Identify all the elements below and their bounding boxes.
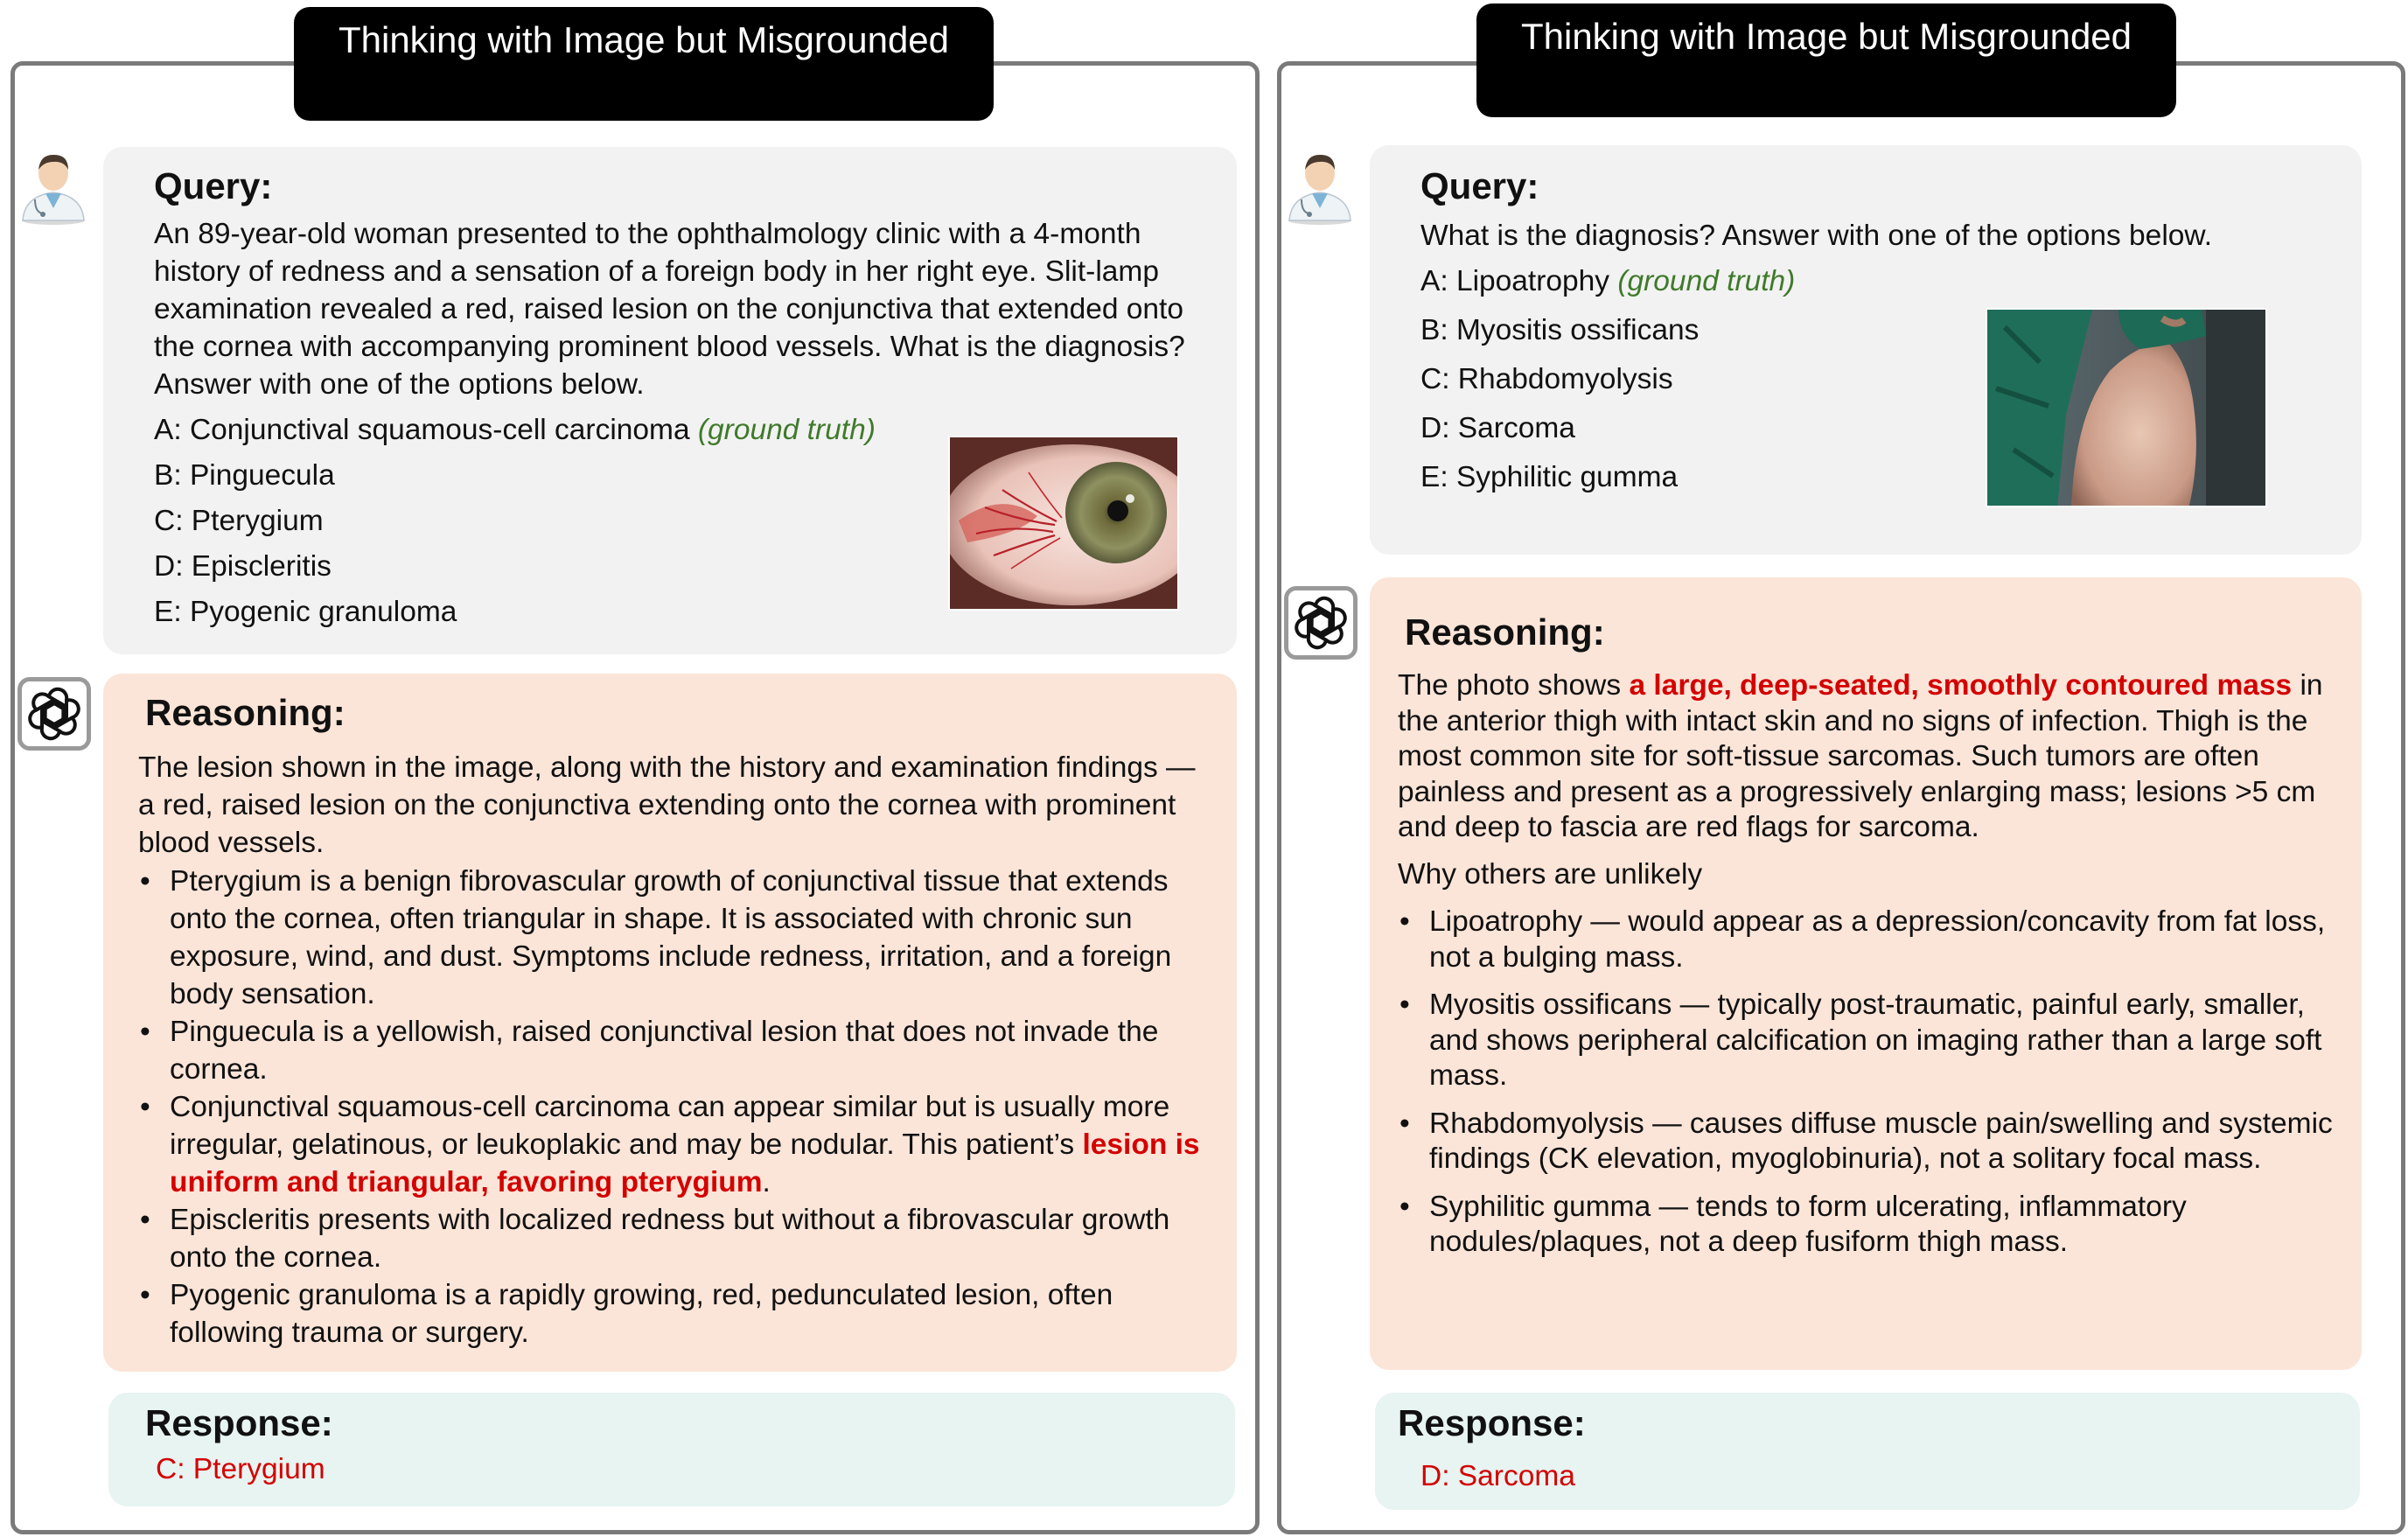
bullet-scc	[138, 1088, 1214, 1201]
bullet-lipoatrophy: • Lipoatrophy — would appear as a depression/concavity from fat loss, not a bulging mass.	[1398, 905, 2351, 975]
right-reasoning-subheading: Why others are unlikely	[1398, 858, 1703, 891]
left-option-d: D: Episcleritis	[154, 550, 332, 583]
right-response-value: D: Sarcoma	[1420, 1460, 1575, 1492]
left-option-a-label: A: Conjunctival squamous-cell carcinoma	[154, 414, 690, 446]
left-response-value: C: Pterygium	[156, 1453, 325, 1485]
left-panel-title: Thinking with Image but Misgrounded	[294, 7, 994, 121]
right-option-c: C: Rhabdomyolysis	[1420, 363, 1673, 395]
right-option-b: B: Myositis ossificans	[1420, 314, 1700, 346]
right-option-a	[1420, 262, 2033, 311]
left-reasoning-box	[103, 674, 1237, 1372]
openai-logo-icon	[1284, 586, 1358, 660]
doctor-avatar-icon	[1282, 147, 1358, 226]
openai-knot-icon	[1292, 594, 1350, 652]
bullet-scc-end: .	[762, 1166, 771, 1198]
left-query-heading: Query:	[154, 165, 273, 206]
bullet-pinguecula: • Pinguecula is a yellowish, raised conjunctival lesion that does not invade the cornea.	[138, 1013, 1214, 1088]
right-response-heading: Response:	[1398, 1402, 1586, 1443]
right-response-box	[1375, 1393, 2360, 1510]
left-reasoning-intro: The lesion shown in the image, along with the history and examination findings — a red, raised lesion on the conjunctiva extending onto the cornea with prominent blood vessels.	[138, 751, 1196, 859]
thigh-photo-drawing	[1987, 310, 2267, 507]
eye-photo-drawing	[950, 437, 1179, 611]
right-intro-start: The photo shows	[1398, 669, 1630, 702]
right-reasoning-heading: Reasoning:	[1405, 611, 1605, 653]
openai-logo-icon	[17, 677, 91, 751]
bullet-scc-text: Conjunctival squamous-cell carcinoma can appear similar but is usually more irregular, gelatinous, or leukoplakic and may be nodular. This patient’s	[170, 1091, 1170, 1161]
eye-photo	[948, 436, 1179, 611]
left-response-box	[108, 1393, 1235, 1506]
right-panel-title: Thinking with Image but Misgrounded	[1476, 3, 2176, 117]
right-option-a-label: A: Lipoatrophy	[1420, 265, 1610, 297]
right-query-heading: Query:	[1420, 165, 1539, 206]
ground-truth-note: (ground truth)	[1617, 265, 1796, 297]
left-option-b: B: Pinguecula	[154, 459, 335, 492]
openai-knot-icon	[25, 685, 83, 743]
thigh-photo	[1986, 308, 2267, 507]
bullet-episcleritis: • Episcleritis presents with localized redness but without a fibrovascular growth onto the cornea.	[138, 1201, 1214, 1276]
right-option-d: D: Sarcoma	[1420, 412, 1575, 444]
ground-truth-note: (ground truth)	[697, 414, 876, 446]
left-option-c: C: Pterygium	[154, 505, 324, 537]
right-options-list	[1420, 262, 2033, 507]
left-response-heading: Response:	[145, 1402, 333, 1443]
bullet-pyogenic: • Pyogenic granuloma is a rapidly growing, red, pedunculated lesion, often following trauma or surgery.	[138, 1276, 1214, 1352]
misgrounded-highlight: lesion is uniform and triangular, favoring pterygium	[170, 1128, 1200, 1198]
right-reasoning-intro	[1398, 668, 2342, 846]
left-reasoning-heading: Reasoning:	[145, 692, 345, 733]
right-reasoning-bullets	[1398, 905, 2351, 1261]
bullet-gumma: • Syphilitic gumma — tends to form ulcerating, inflammatory nodules/plaques, not a deep fusiform thigh mass.	[1398, 1190, 2351, 1261]
left-reasoning-bullets	[138, 863, 1214, 1352]
misgrounded-highlight: a large, deep-seated, smoothly contoured mass	[1629, 669, 2293, 702]
bullet-pterygium: • Pterygium is a benign fibrovascular growth of conjunctival tissue that extends onto the cornea, often triangular in shape. It is associated with chronic sun exposure, wind, and dust. Symptoms include redness, irritation, and a foreign body sensation.	[138, 863, 1214, 1013]
left-option-e: E: Pyogenic granuloma	[154, 596, 457, 628]
bullet-myositis: • Myositis ossificans — typically post-traumatic, painful early, smaller, and shows peripheral calcification on imaging rather than a large soft mass.	[1398, 988, 2351, 1094]
bullet-rhabdomyolysis: • Rhabdomyolysis — causes diffuse muscle pain/swelling and systemic findings (CK elevation, myoglobinuria), not a solitary focal mass.	[1398, 1107, 2351, 1177]
left-options-list	[154, 411, 941, 639]
right-option-e: E: Syphilitic gumma	[1420, 461, 1679, 493]
right-intro-rest: in the anterior thigh with intact skin and no signs of infection. Thigh is the most common site for soft-tissue sarcomas. Such tumors are often painless and present as a progressively enlarging mass; lesions >5 cm and deep to fascia are red flags for sarcoma.	[1398, 669, 2323, 843]
doctor-avatar-icon	[16, 147, 91, 226]
right-query-text: What is the diagnosis? Answer with one of the options below.	[1420, 220, 2213, 252]
right-reasoning-box	[1370, 577, 2362, 1370]
left-option-a	[154, 411, 941, 457]
left-query-text: An 89-year-old woman presented to the ophthalmology clinic with a 4-month history of redness and a sensation of a foreign body in her right eye. Slit-lamp examination revealed a red, raised lesion on the conjunctiva that extended onto the cornea with accompanying prominent blood vessels. What is the diagnosis? Answer with one of the options below.	[154, 218, 1185, 401]
